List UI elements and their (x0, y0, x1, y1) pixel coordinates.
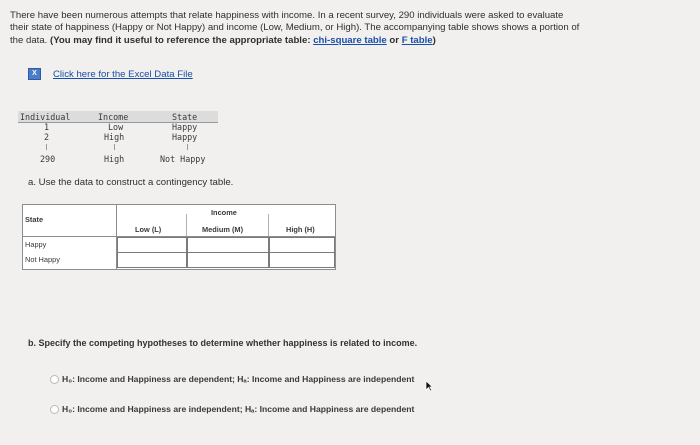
excel-link-text[interactable]: Click here for the Excel Data File (53, 68, 193, 80)
sample-last-state: Not Happy (160, 154, 206, 164)
ellipsis-tick-individual (46, 144, 47, 150)
sample-row-1-state: Happy (172, 122, 198, 132)
cell-nothappy-medium-input[interactable] (187, 252, 269, 268)
intro-line-1: There have been numerous attempts that relate happiness with income. In a recent survey, 290 individuals were asked to evaluate (10, 10, 564, 21)
ct-row-happy: Happy (25, 240, 47, 249)
ct-col-medium: Medium (M) (202, 225, 244, 234)
sample-row-1-individual: 1 (44, 122, 50, 132)
sample-row-2-income: High (104, 132, 125, 142)
sample-header-state: State (172, 112, 198, 122)
ellipsis-tick-income (114, 144, 115, 150)
intro-line-3-plain: the data. (10, 34, 51, 46)
sample-last-individual: 290 (40, 154, 56, 164)
excel-data-file-link[interactable] (28, 68, 193, 80)
sample-last-income: High (104, 154, 125, 164)
mouse-cursor-icon (425, 380, 433, 392)
hypothesis-option-1[interactable] (50, 374, 414, 384)
ct-col-group-header: Income (211, 208, 237, 217)
sample-row-2-individual: 2 (44, 132, 50, 142)
question-a: a. Use the data to construct a contingency table. (28, 177, 234, 188)
radio-button-icon[interactable] (50, 375, 59, 384)
excel-file-icon: X (28, 68, 41, 80)
sample-row-2-state: Happy (172, 132, 198, 142)
f-table-link[interactable]: F table (401, 34, 433, 46)
cell-happy-low-input[interactable] (117, 237, 187, 253)
ellipsis-tick-state (187, 144, 188, 150)
ct-row-not-happy: Not Happy (25, 255, 60, 264)
hypothesis-option-2-label[interactable]: H₀: Income and Happiness are independent; Hₐ: Income and Happiness are dependent (62, 404, 415, 414)
intro-line-3-bold: (You may find it useful to reference the appropriate table: (50, 34, 314, 46)
sample-header-individual: Individual (20, 112, 71, 122)
ct-col-sep-2 (268, 214, 269, 236)
ct-row-header: State (25, 215, 44, 224)
chi-square-table-link[interactable]: chi-square table (313, 34, 387, 46)
cell-nothappy-low-input[interactable] (117, 252, 187, 268)
ct-col-low: Low (L) (135, 225, 162, 234)
cell-happy-medium-input[interactable] (187, 237, 269, 253)
cell-happy-high-input[interactable] (269, 237, 335, 253)
radio-button-icon[interactable] (50, 405, 59, 414)
ct-col-sep-1 (186, 214, 187, 236)
or-text: or (386, 34, 402, 46)
intro-line-2: their state of happiness (Happy or Not Happy) and income (Low, Medium, or High). The accompanying table shows shows a portion of (10, 22, 580, 34)
hypothesis-option-1-label[interactable]: H₀: Income and Happiness are dependent; Hₐ: Income and Happiness are independent (62, 374, 415, 384)
cell-nothappy-high-input[interactable] (269, 252, 335, 268)
close-paren: ) (432, 34, 436, 46)
problem-statement (10, 10, 682, 47)
sample-header-income: Income (98, 112, 129, 122)
sample-row-1-income: Low (108, 122, 124, 132)
ct-col-high: High (H) (286, 225, 315, 234)
intro-line-3 (10, 35, 682, 47)
question-b: b. Specify the competing hypotheses to determine whether happiness is related to income. (28, 338, 418, 348)
hypothesis-option-2[interactable] (50, 404, 414, 414)
